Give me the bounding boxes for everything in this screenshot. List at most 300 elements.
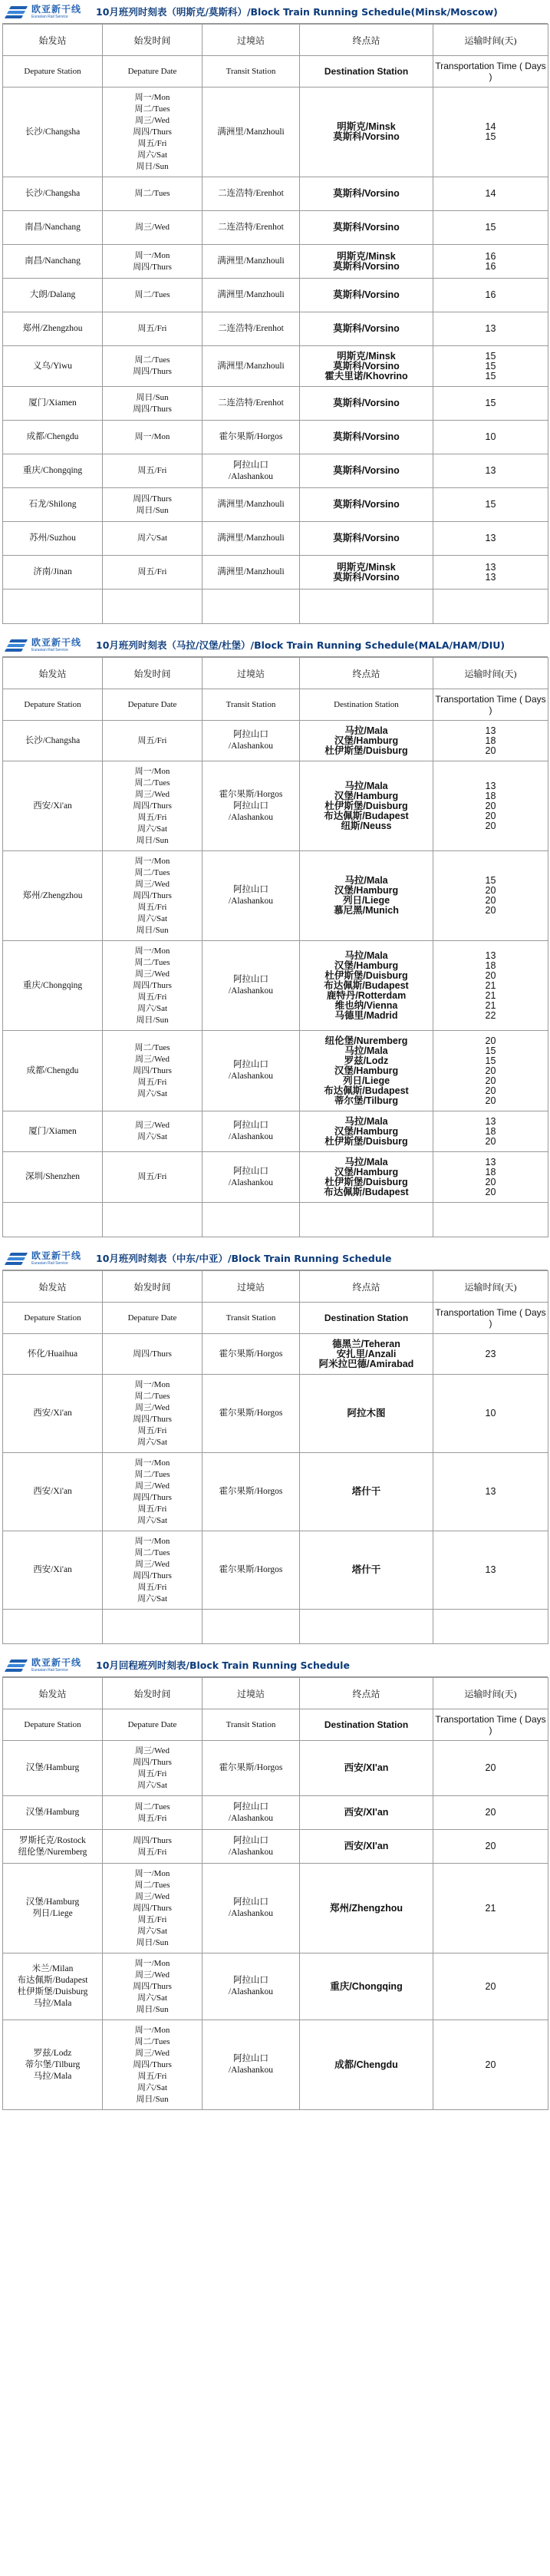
destination-station: 霍夫里诺/Khovrino — [324, 370, 408, 381]
departure-station-cell — [3, 177, 103, 211]
departure-date-cell — [103, 346, 203, 387]
column-header-en: Destination Station — [300, 1303, 433, 1334]
header-row-cn — [3, 658, 548, 689]
departure-day: 周一/Mon — [134, 766, 170, 776]
destination-station: 马拉/Mala — [344, 1045, 388, 1056]
departure-station-cell — [3, 1375, 103, 1453]
table-row — [3, 1334, 548, 1375]
transit-station-cell — [203, 1531, 300, 1610]
destination-station-cell — [300, 721, 433, 761]
transit-station-cell — [203, 245, 300, 279]
destination-station-cell — [300, 177, 433, 211]
transport-days: 18 — [485, 959, 496, 971]
transit-station: /Alashankou — [228, 2066, 274, 2075]
column-header-cn: 过境站 — [203, 1271, 300, 1303]
destination-station: 莫斯科/Vorsino — [333, 323, 400, 334]
transport-days: 16 — [485, 289, 496, 300]
departure-station: 西安/Xi'an — [33, 1565, 72, 1574]
column-header-cn: 运输时间(天) — [433, 1271, 548, 1303]
destination-station-cell — [300, 1111, 433, 1152]
departure-day: 周六/Sat — [137, 533, 168, 543]
destination-station: 马拉/Mala — [344, 949, 388, 961]
transit-station-cell — [203, 279, 300, 312]
transport-time-cell — [433, 1111, 548, 1152]
transport-time-cell — [433, 454, 548, 488]
departure-day: 周一/Mon — [134, 432, 170, 441]
departure-day: 周二/Tues — [134, 189, 170, 198]
destination-station: 列日/Liege — [342, 895, 390, 906]
departure-day: 周三/Wed — [135, 1402, 170, 1412]
transit-station-cell — [203, 1152, 300, 1203]
departure-day: 周四/Thurs — [133, 1414, 172, 1424]
transit-station: 霍尔果斯/Horgos — [219, 1409, 283, 1418]
departure-station: 郑州/Zhengzhou — [22, 890, 83, 900]
destination-station: 汉堡/Hamburg — [334, 1125, 399, 1137]
departure-day: 周五/Fri — [137, 324, 167, 333]
departure-station: 长沙/Changsha — [25, 189, 81, 198]
departure-day: 周二/Tues — [134, 867, 170, 877]
departure-station-cell — [3, 2020, 103, 2110]
transport-days: 23 — [485, 1348, 496, 1359]
schedule-table — [2, 1677, 548, 2110]
transport-days: 13 — [485, 1156, 496, 1167]
departure-day: 周五/Fri — [137, 1425, 167, 1435]
table-row — [3, 761, 548, 851]
departure-station: 西安/Xi'an — [33, 1487, 72, 1496]
destination-station: 安扎里/Anzali — [336, 1348, 397, 1359]
column-header-en: Depature Date — [103, 1709, 203, 1741]
departure-station: 济南/Jinan — [33, 567, 72, 576]
departure-station: 郑州/Zhengzhou — [22, 324, 83, 333]
departure-day: 周三/Wed — [135, 1745, 170, 1755]
departure-station-cell — [3, 1830, 103, 1864]
column-header-en: Depature Date — [103, 1303, 203, 1334]
table-row — [3, 721, 548, 761]
empty-cell — [433, 1203, 548, 1237]
departure-station-cell — [3, 941, 103, 1031]
departure-day: 周六/Sat — [137, 1993, 168, 2003]
destination-station: 莫斯科/Vorsino — [333, 360, 400, 372]
departure-station: 义乌/Yiwu — [32, 361, 73, 371]
train-logo-icon — [5, 1252, 28, 1264]
destination-station: 汉堡/Hamburg — [334, 1166, 399, 1177]
transport-days: 20 — [485, 1176, 496, 1187]
transport-time-cell — [433, 312, 548, 346]
departure-date-cell — [103, 1334, 203, 1375]
column-header-cn: 终点站 — [300, 1678, 433, 1709]
departure-day: 周三/Wed — [135, 789, 170, 799]
departure-station: 深圳/Shenzhen — [25, 1172, 80, 1181]
transport-days: 15 — [485, 360, 496, 372]
departure-station-cell — [3, 1031, 103, 1111]
departure-day: 周五/Fri — [137, 1077, 167, 1087]
transit-station: 二连浩特/Erenhot — [218, 189, 284, 198]
departure-station: 马拉/Mala — [33, 2071, 72, 2081]
destination-station: 马拉/Mala — [344, 1115, 388, 1127]
departure-day: 周二/Tues — [134, 1880, 170, 1890]
header-row-cn — [3, 1271, 548, 1303]
column-header-cn: 始发站 — [3, 25, 103, 56]
departure-station-cell — [3, 488, 103, 522]
departure-station-cell — [3, 1864, 103, 1953]
transport-days: 20 — [485, 1186, 496, 1197]
transit-station: /Alashankou — [228, 1072, 274, 1081]
transport-days: 21 — [485, 1902, 496, 1914]
departure-day: 周五/Fri — [137, 1914, 167, 1924]
departure-day: 周五/Fri — [137, 1847, 167, 1857]
logo-en: Eurasian Rail Service — [31, 1667, 68, 1673]
transit-station: 二连浩特/Erenhot — [218, 223, 284, 232]
transit-station: 阿拉山口 — [233, 1060, 268, 1069]
departure-day: 周六/Sat — [137, 1780, 168, 1790]
column-header-en: Depature Station — [3, 689, 103, 721]
departure-station-cell — [3, 454, 103, 488]
destination-station-cell — [300, 312, 433, 346]
departure-day: 周四/Thurs — [133, 1903, 172, 1913]
departure-day: 周二/Tues — [134, 290, 170, 299]
departure-day: 周二/Tues — [134, 778, 170, 788]
empty-row — [3, 1203, 548, 1237]
transport-time-cell — [433, 522, 548, 556]
transit-station-cell — [203, 177, 300, 211]
destination-station: 杜伊斯堡/Duisburg — [324, 1176, 408, 1187]
departure-station-cell — [3, 245, 103, 279]
departure-date-cell — [103, 88, 203, 177]
destination-station-cell — [300, 522, 433, 556]
departure-day: 周六/Sat — [137, 824, 168, 834]
departure-station-cell — [3, 556, 103, 590]
departure-day: 周一/Mon — [134, 2025, 170, 2035]
table-row — [3, 1741, 548, 1796]
column-header-cn: 运输时间(天) — [433, 658, 548, 689]
destination-station-cell — [300, 556, 433, 590]
schedule-section — [2, 633, 548, 1237]
departure-station: 长沙/Changsha — [25, 127, 81, 137]
departure-day: 周四/Thurs — [133, 1981, 172, 1991]
transport-days: 18 — [485, 790, 496, 801]
table-row — [3, 1864, 548, 1953]
transport-days: 21 — [485, 989, 496, 1001]
transit-station-cell — [203, 387, 300, 421]
table-row — [3, 556, 548, 590]
transit-station: /Alashankou — [228, 1847, 274, 1857]
transport-days: 16 — [485, 260, 496, 272]
departure-day: 周三/Wed — [135, 1559, 170, 1569]
departure-station: 怀化/Huaihua — [27, 1349, 78, 1359]
transport-days: 10 — [485, 431, 496, 442]
departure-date-cell — [103, 1864, 203, 1953]
departure-station-cell — [3, 1453, 103, 1531]
transport-time-cell — [433, 488, 548, 522]
transport-time-cell — [433, 1031, 548, 1111]
transport-days: 15 — [485, 398, 496, 408]
transit-station-cell — [203, 761, 300, 851]
column-header-cn: 过境站 — [203, 25, 300, 56]
departure-day: 周三/Wed — [135, 879, 170, 889]
table-row — [3, 1453, 548, 1531]
destination-station-cell — [300, 941, 433, 1031]
schedule-header — [2, 1653, 548, 1677]
table-row — [3, 454, 548, 488]
transit-station: 霍尔果斯/Horgos — [219, 432, 283, 441]
transit-station: 霍尔果斯/Horgos — [219, 789, 283, 799]
destination-station: 莫斯科/Vorsino — [333, 499, 400, 510]
departure-day: 周六/Sat — [137, 913, 168, 923]
transit-station-cell — [203, 522, 300, 556]
destination-station-cell — [300, 279, 433, 312]
transport-days: 15 — [485, 222, 496, 233]
departure-day: 周六/Sat — [137, 150, 168, 160]
table-row — [3, 1531, 548, 1610]
transport-days: 20 — [485, 810, 496, 821]
transit-station: /Alashankou — [228, 812, 274, 822]
transit-station: 满洲里/Manzhouli — [217, 567, 285, 576]
transport-days: 15 — [485, 131, 496, 142]
column-header-en: Transit Station — [203, 1303, 300, 1334]
departure-date-cell — [103, 556, 203, 590]
transit-station-cell — [203, 941, 300, 1031]
destination-station: 列日/Liege — [342, 1075, 390, 1086]
departure-day: 周二/Tues — [134, 355, 170, 365]
column-header-en: Depature Date — [103, 689, 203, 721]
departure-station: 汉堡/Hamburg — [25, 1763, 80, 1772]
destination-station-cell — [300, 851, 433, 941]
transit-station-cell — [203, 1796, 300, 1830]
destination-station: 莫斯科/Vorsino — [333, 289, 400, 300]
destination-station-cell — [300, 1830, 433, 1864]
departure-station-cell — [3, 312, 103, 346]
departure-station-cell — [3, 1111, 103, 1152]
transit-station-cell — [203, 312, 300, 346]
transport-days: 13 — [485, 465, 496, 476]
transport-days: 20 — [485, 1065, 496, 1076]
destination-station: 莫斯科/Vorsino — [333, 222, 400, 233]
departure-station: 杜伊斯堡/Duisburg — [17, 1987, 88, 1996]
header-row-en — [3, 689, 548, 721]
destination-station: 莫斯科/Vorsino — [333, 260, 400, 272]
logo-en: Eurasian Rail Service — [31, 647, 68, 652]
transport-time-cell — [433, 1864, 548, 1953]
logo-text — [31, 1658, 81, 1673]
column-header-cn: 过境站 — [203, 658, 300, 689]
destination-station-cell — [300, 211, 433, 245]
transit-station: 霍尔果斯/Horgos — [219, 1763, 283, 1772]
departure-day: 周四/Thurs — [133, 1349, 172, 1359]
departure-station: 厦门/Xiamen — [28, 1126, 77, 1136]
departure-day: 周日/Sun — [136, 392, 169, 402]
column-header-en: Transportation Time ( Days ) — [433, 1303, 548, 1334]
departure-station: 成都/Chengdu — [26, 432, 79, 441]
destination-station: 蒂尔堡/Tilburg — [334, 1095, 399, 1106]
column-header-en: Transit Station — [203, 1709, 300, 1741]
table-row — [3, 851, 548, 941]
departure-station-cell — [3, 1796, 103, 1830]
departure-station-cell — [3, 88, 103, 177]
transport-days: 14 — [485, 188, 496, 199]
schedule-title: 10月班列时刻表（明斯克/莫斯科）/Block Train Running Schedule(Minsk/Moscow) — [96, 6, 498, 18]
empty-cell — [300, 1610, 433, 1644]
departure-day: 周五/Fri — [137, 2071, 167, 2081]
transport-days: 13 — [485, 1486, 496, 1497]
destination-station: 阿米拉巴德/Amirabad — [318, 1358, 414, 1369]
destination-station-cell — [300, 1031, 433, 1111]
transit-station-cell — [203, 454, 300, 488]
transit-station-cell — [203, 721, 300, 761]
destination-station-cell — [300, 1796, 433, 1830]
departure-date-cell — [103, 1531, 203, 1610]
destination-station: 马拉/Mala — [344, 725, 388, 736]
schedule-table — [2, 657, 548, 1237]
empty-cell — [433, 590, 548, 624]
destination-station-cell — [300, 421, 433, 454]
transport-days: 20 — [485, 800, 496, 811]
empty-cell — [103, 1203, 203, 1237]
destination-station-cell — [300, 1334, 433, 1375]
table-row — [3, 1152, 548, 1203]
departure-station: 西安/Xi'an — [33, 801, 72, 811]
destination-station: 汉堡/Hamburg — [334, 790, 399, 801]
transport-days: 15 — [485, 370, 496, 381]
departure-date-cell — [103, 1375, 203, 1453]
departure-day: 周四/Thurs — [133, 890, 172, 900]
departure-station: 马拉/Mala — [33, 1999, 72, 2008]
departure-day: 周四/Thurs — [133, 1492, 172, 1502]
departure-day: 周五/Fri — [137, 1582, 167, 1592]
departure-day: 周四/Thurs — [133, 801, 172, 811]
transit-station-cell — [203, 1741, 300, 1796]
destination-station-cell — [300, 1531, 433, 1610]
transport-days: 15 — [485, 1055, 496, 1066]
departure-day: 周一/Mon — [134, 250, 170, 260]
column-header-cn: 运输时间(天) — [433, 1678, 548, 1709]
transport-days: 13 — [485, 561, 496, 573]
logo-cn: 欧亚新干线 — [31, 3, 82, 15]
departure-station-cell — [3, 721, 103, 761]
destination-station: 汉堡/Hamburg — [334, 959, 399, 971]
transport-days: 21 — [485, 979, 496, 991]
table-row — [3, 245, 548, 279]
column-header-cn: 始发时间 — [103, 1678, 203, 1709]
transit-station: 阿拉山口 — [233, 730, 268, 739]
departure-day: 周三/Wed — [135, 1970, 170, 1980]
departure-station-cell — [3, 387, 103, 421]
destination-station-cell — [300, 346, 433, 387]
destination-station-cell — [300, 1953, 433, 2020]
departure-station: 米兰/Milan — [31, 1964, 74, 1973]
departure-station: 西安/Xi'an — [33, 1409, 72, 1418]
destination-station: 汉堡/Hamburg — [334, 1065, 399, 1076]
transit-station: 霍尔果斯/Horgos — [219, 1349, 283, 1359]
departure-day: 周二/Tues — [134, 1042, 170, 1052]
table-row — [3, 177, 548, 211]
empty-row — [3, 1610, 548, 1644]
transit-station: /Alashankou — [228, 471, 274, 481]
transport-days: 20 — [485, 1980, 496, 1992]
header-row-en — [3, 1709, 548, 1741]
departure-date-cell — [103, 941, 203, 1031]
transit-station: /Alashankou — [228, 1987, 274, 1996]
eurasian-rail-logo — [5, 635, 96, 655]
transport-days: 20 — [485, 1035, 496, 1046]
transit-station: 阿拉山口 — [233, 1976, 268, 1985]
departure-date-cell — [103, 312, 203, 346]
departure-day: 周四/Thurs — [133, 127, 172, 137]
departure-station: 厦门/Xiamen — [28, 398, 77, 408]
departure-station: 汉堡/Hamburg — [25, 1897, 80, 1907]
destination-station-cell — [300, 454, 433, 488]
departure-day: 周五/Fri — [137, 567, 167, 576]
transport-days: 18 — [485, 1166, 496, 1177]
transit-station-cell — [203, 1864, 300, 1953]
transport-time-cell — [433, 1531, 548, 1610]
transport-time-cell — [433, 556, 548, 590]
transit-station-cell — [203, 1953, 300, 2020]
destination-station: 纽斯/Neuss — [341, 820, 392, 831]
departure-day: 周六/Sat — [137, 1926, 168, 1936]
transit-station: 阿拉山口 — [233, 460, 268, 470]
schedule-section — [2, 1653, 548, 2110]
departure-station-cell — [3, 1741, 103, 1796]
departure-station: 南昌/Nanchang — [25, 223, 81, 232]
departure-day: 周四/Thurs — [133, 404, 172, 414]
transport-time-cell — [433, 245, 548, 279]
column-header-cn: 始发时间 — [103, 1271, 203, 1303]
destination-station-cell — [300, 1453, 433, 1531]
transport-days: 14 — [485, 121, 496, 132]
destination-station: 纽伦堡/Nuremberg — [324, 1035, 408, 1046]
destination-station-cell — [300, 387, 433, 421]
departure-day: 周日/Sun — [136, 2094, 169, 2104]
destination-station-cell — [300, 1152, 433, 1203]
departure-station: 罗斯托克/Rostock — [19, 1835, 86, 1845]
destination-station-cell — [300, 761, 433, 851]
transit-station-cell — [203, 1111, 300, 1152]
transport-days: 15 — [485, 1045, 496, 1056]
transit-station-cell — [203, 1830, 300, 1864]
departure-station-cell — [3, 1152, 103, 1203]
table-row — [3, 1375, 548, 1453]
transport-days: 13 — [485, 533, 496, 543]
transit-station-cell — [203, 88, 300, 177]
empty-cell — [103, 1610, 203, 1644]
departure-day: 周三/Wed — [135, 1054, 170, 1064]
transport-time-cell — [433, 346, 548, 387]
departure-day: 周三/Wed — [135, 1891, 170, 1901]
destination-station: 莫斯科/Vorsino — [333, 533, 400, 543]
train-logo-icon — [5, 1659, 28, 1671]
departure-date-cell — [103, 1830, 203, 1864]
column-header-cn: 终点站 — [300, 25, 433, 56]
departure-day: 周一/Mon — [134, 1379, 170, 1389]
schedule-section — [2, 1247, 548, 1644]
transport-days: 22 — [485, 1009, 496, 1021]
transport-days: 18 — [485, 1125, 496, 1137]
departure-day: 周一/Mon — [134, 856, 170, 866]
departure-station: 罗兹/Lodz — [33, 2048, 72, 2058]
destination-station: 布达佩斯/Budapest — [324, 1085, 409, 1096]
schedule-header — [2, 0, 548, 24]
destination-station: 布达佩斯/Budapest — [324, 1186, 409, 1197]
transport-days: 18 — [485, 735, 496, 746]
transport-days: 20 — [485, 885, 496, 896]
departure-station: 纽伦堡/Nuremberg — [18, 1847, 87, 1857]
destination-station: 莫斯科/Vorsino — [333, 465, 400, 476]
header-row-en — [3, 56, 548, 88]
departure-date-cell — [103, 761, 203, 851]
transport-days: 15 — [485, 875, 496, 886]
departure-day: 周四/Thurs — [133, 262, 172, 272]
departure-day: 周四/Thurs — [133, 494, 172, 504]
